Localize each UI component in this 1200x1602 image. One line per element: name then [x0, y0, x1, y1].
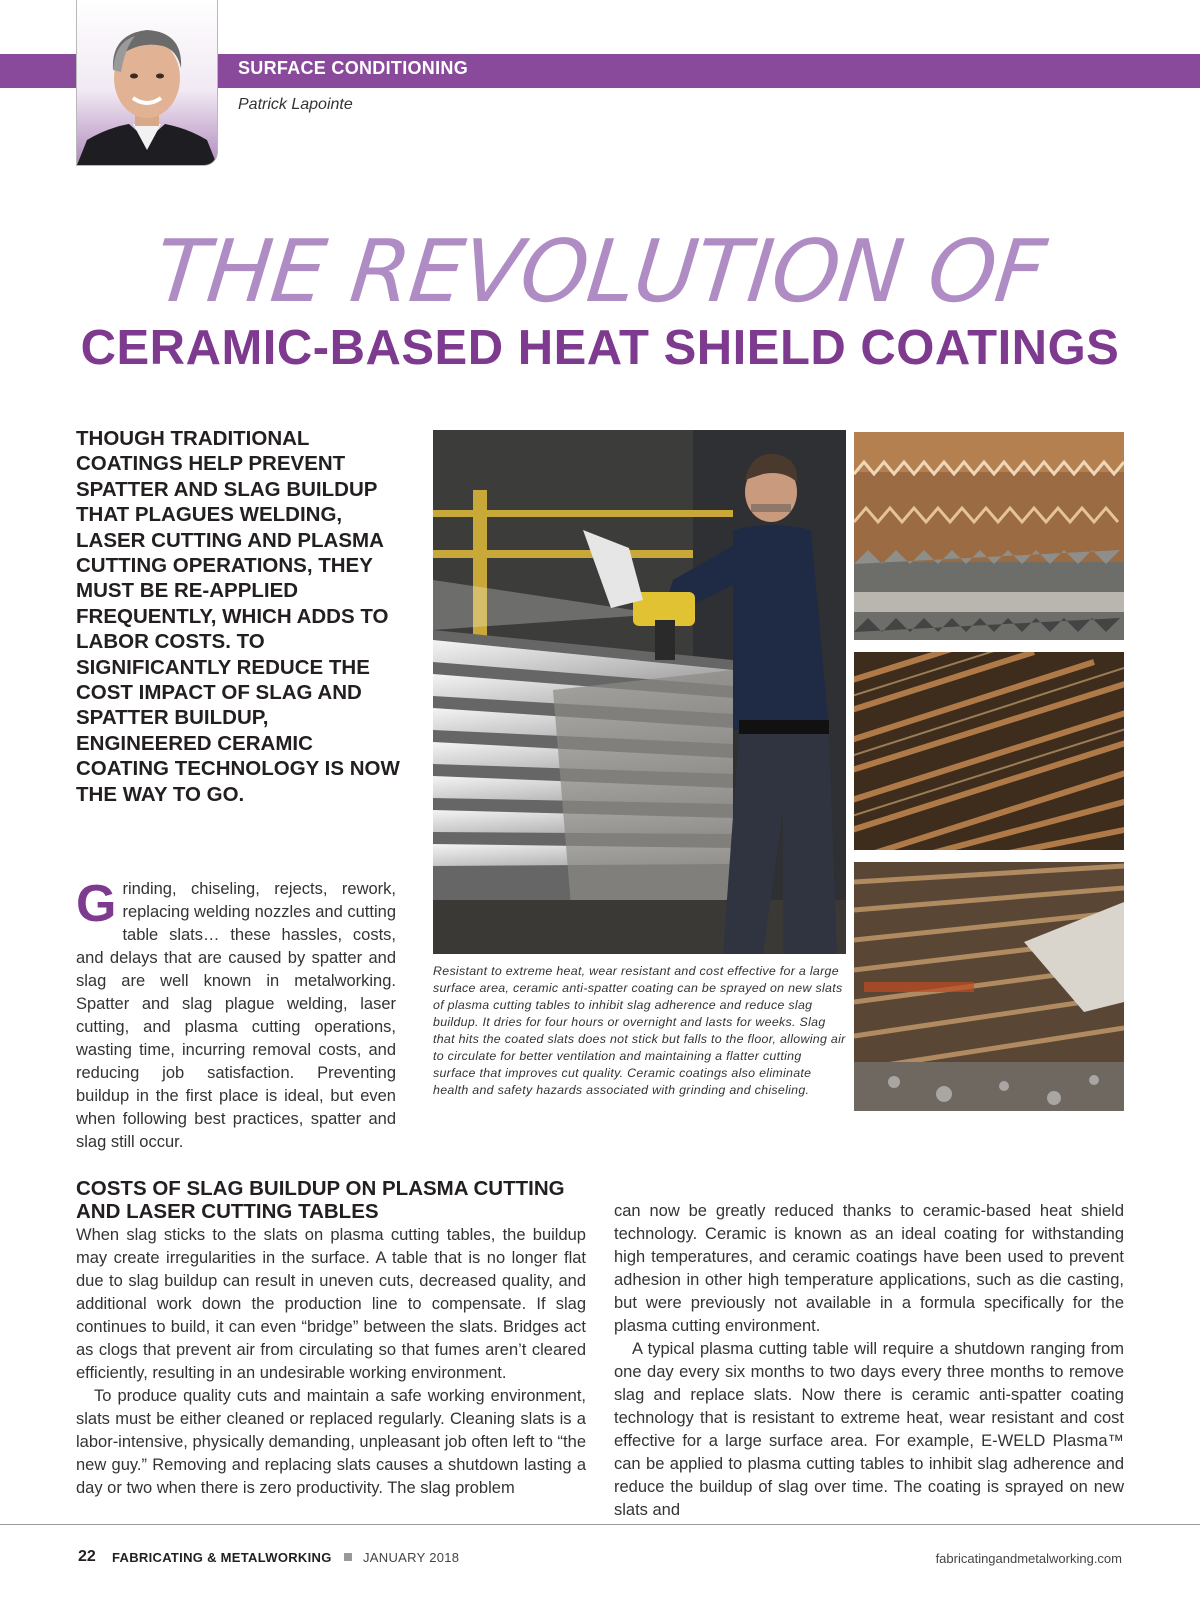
slag-slats-photo: [854, 652, 1124, 850]
website-url: fabricatingandmetalworking.com: [935, 1551, 1122, 1566]
main-photo: [433, 430, 846, 954]
saw-teeth-image: [854, 432, 1124, 640]
body-paragraph: To produce quality cuts and maintain a safe working environment, slats must be either cleaned or replaced regularly. Cleaning slats is a labor-intensive, physically demanding, unpleasant job often left to “the new guy.” Removing and replacing slats causes a shutdown lasting a day or two when there is zero productivity. The slag problem: [76, 1387, 586, 1497]
author-name: Patrick Lapointe: [238, 96, 353, 113]
footer-separator: [344, 1553, 352, 1561]
body-paragraph: A typical plasma cutting table will require a shutdown ranging from one day every six months to two days every three months to remove slag and replace slats. Now there is ceramic anti-spatter coating technology that is resistant to extreme heat, wear resistant and cost effective for a large surface area. For example, E-WELD Plasma™ can be applied to plasma cutting tables to inhibit slag adherence and reduce the buildup of slag over time. The coating is sprayed on new slats and: [614, 1340, 1124, 1519]
body-paragraph: When slag sticks to the slats on plasma cutting tables, the buildup may create irregularities in the surface. A table that is no longer flat due to slag buildup can result in uneven cuts, decreased quality, and additional work down the production line to compensate. If slag continues to build, it can even “bridge” between the slats. Bridges act as clogs that prevent air from circulating so that fumes aren’t cleared efficiently, resulting in an undesirable working environment.: [76, 1226, 586, 1382]
intro-paragraph: [76, 875, 396, 1154]
coated-slats-image: [854, 862, 1124, 1111]
article-deck: THOUGH TRADITIONAL COATINGS HELP PREVENT SPATTER AND SLAG BUILDUP THAT PLAGUES WELDING, LASER CUTTING AND PLASMA CUTTING OPERATIONS, THEY MUST BE RE-APPLIED FREQUENTLY, WHICH ADDS TO LABOR COSTS. TO SIGNIFICANTLY REDUCE THE COST IMPACT OF SLAG AND SPATTER BUILDUP, ENGINEERED CERAMIC COATING TECHNOLOGY IS NOW THE WAY TO GO.: [76, 427, 400, 806]
author-portrait: [76, 0, 218, 166]
magazine-name: FABRICATING & METALWORKING: [112, 1550, 332, 1565]
headline-kicker: THE REVOLUTION OF: [150, 222, 1050, 322]
photo-caption: Resistant to extreme heat, wear resistant and cost effective for a large surface area, ceramic anti-spatter coating can be sprayed on new slats of plasma cutting tables to inhibit slag adherence and reduce slag buildup. It dries for four hours or overnight and lasts for weeks. Slag that hits the coated slats does not stick but falls to the floor, allowing air to circulate for better ventilation and maintaining a flatter cutting surface that improves cut quality. Ceramic coatings also eliminate health and safety hazards associated with grinding and chiseling.: [433, 964, 846, 1097]
body-paragraph: can now be greatly reduced thanks to ceramic-based heat shield technology. Ceramic is known as an ideal coating for withstanding high temperatures, and ceramic coatings have been used to prevent adhesion in other high temperature applications, such as die casting, but were previously not available in a formula specifically for the plasma cutting environment.: [614, 1202, 1124, 1335]
page-number: 22: [78, 1548, 96, 1565]
saw-teeth-photo: [854, 432, 1124, 640]
author-portrait-image: [77, 0, 217, 165]
intro-text: rinding, chiseling, rejects, rework, replacing welding nozzles and cutting table slats… these hassles, costs, and delays that are caused by spatter and slag are well known in metalworking. Spatter and slag plague welding, laser cutting, and plasma cutting operations, wasting time, incurring removal costs, and reducing job satisfaction. Preventing buildup in the first place is ideal, but even when following best practices, spatter and slag still occur.: [76, 880, 396, 1151]
slag-slats-image: [854, 652, 1124, 850]
headline-title: CERAMIC-BASED HEAT SHIELD COATINGS: [80, 321, 1120, 375]
issue-date: JANUARY 2018: [363, 1550, 460, 1565]
section-label: SURFACE CONDITIONING: [238, 58, 469, 78]
footer-rule: [0, 1524, 1200, 1525]
section-subhead: COSTS OF SLAG BUILDUP ON PLASMA CUTTING AND LASER CUTTING TABLES: [76, 1177, 565, 1223]
drop-cap: G: [76, 875, 117, 933]
body-column-left: [76, 1224, 586, 1500]
body-column-right: [614, 1200, 1124, 1522]
worker-spraying-photo: [433, 430, 846, 954]
coated-slats-photo: [854, 862, 1124, 1111]
